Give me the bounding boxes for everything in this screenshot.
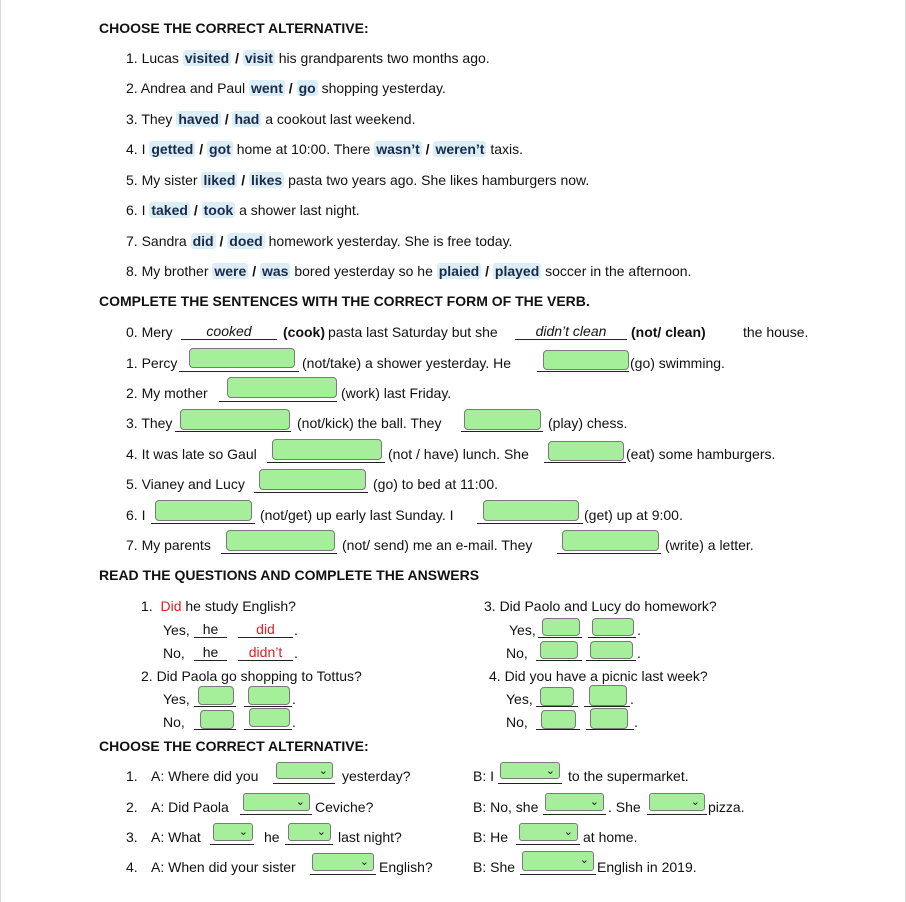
answer-underline <box>536 660 582 661</box>
q3-no-answer-1[interactable] <box>540 641 578 659</box>
answer-underline <box>244 729 292 730</box>
answer-underline <box>240 814 312 815</box>
q2-no-answer-1[interactable] <box>200 710 234 729</box>
s4-row-2-b-mid: . She <box>608 799 641 815</box>
option-likes[interactable]: likes <box>251 172 283 188</box>
option-played[interactable]: played <box>494 263 540 279</box>
s2-example-end: the house. <box>743 324 809 340</box>
chevron-down-icon: ⌄ <box>690 796 700 808</box>
s2-l3-answer-1[interactable] <box>180 409 290 430</box>
s2-line-7-end: (write) a letter. <box>665 537 754 553</box>
answer-underline <box>254 492 368 493</box>
s2-l7-answer-2[interactable] <box>562 530 659 551</box>
s4-row-4-a-end: English? <box>379 859 433 875</box>
option-had[interactable]: had <box>234 111 260 127</box>
period: . <box>294 622 298 638</box>
option-did[interactable]: did <box>192 233 214 249</box>
option-liked[interactable]: liked <box>203 172 236 188</box>
s4-row-1-a-end: yesterday? <box>342 768 411 784</box>
s4-row-4-b-start: B: She <box>473 859 516 875</box>
q4-no-label: No, <box>506 714 528 730</box>
s2-l4-answer-1[interactable] <box>272 439 382 460</box>
answer-underline <box>210 844 254 845</box>
s2-line-2-end: (work) last Friday. <box>341 385 452 401</box>
s2-line-6-start: 6. I <box>126 507 146 523</box>
s1-item-5: 5. My sister liked / likes pasta two years ago. She likes hamburgers now. <box>126 172 590 188</box>
s4-row-2-a-end: Ceviche? <box>315 799 374 815</box>
answer-underline <box>310 874 376 875</box>
q4-question: 4. Did you have a picnic last week? <box>489 668 708 684</box>
chevron-down-icon: ⌄ <box>295 796 305 808</box>
s2-line-7-start: 7. My parents <box>126 537 211 553</box>
option-got[interactable]: got <box>209 141 231 157</box>
s4-row-3-b-start: B: He <box>473 829 509 845</box>
q3-no-answer-2[interactable] <box>590 641 633 659</box>
s2-l2-answer-1[interactable] <box>227 377 337 398</box>
q2-yes-label: Yes, <box>163 691 190 707</box>
q4-yes-answer-1[interactable] <box>540 687 574 706</box>
chevron-down-icon: ⌄ <box>545 765 555 777</box>
q4-yes-label: Yes, <box>506 691 533 707</box>
s2-line-1-start: 1. Percy <box>126 355 178 371</box>
s2-l1-answer-2[interactable] <box>543 350 629 370</box>
option-werent[interactable]: weren’t <box>435 141 485 157</box>
answer-underline <box>647 814 707 815</box>
s2-l4-answer-2[interactable] <box>548 441 624 461</box>
s2-line-6-end: (get) up at 9:00. <box>584 507 683 523</box>
s4-row-4-b-end: English in 2019. <box>597 859 697 875</box>
answer-underline <box>461 431 543 432</box>
answer-underline <box>588 637 636 638</box>
s4-r3-a-dropdown-1[interactable] <box>213 823 253 841</box>
answer-underline <box>586 729 634 730</box>
s4-row-2-b-start: B: No, she <box>473 799 539 815</box>
s2-line-4-start: 4. It was late so Gaul <box>126 446 257 462</box>
s2-line-3-mid: (not/kick) the ball. They <box>297 415 442 431</box>
s1-item-4: 4. I getted / got home at 10:00. There wasn’t / weren’t taxis. <box>126 141 524 157</box>
s4-r1-b-dropdown[interactable] <box>500 762 560 779</box>
answer-underline <box>273 783 335 784</box>
q2-no-answer-2[interactable] <box>249 708 290 727</box>
s1-item-8: 8. My brother were / was bored yesterday so he plaied / played soccer in the afternoon. <box>126 263 692 279</box>
s4-r4-a-dropdown[interactable] <box>312 853 374 871</box>
q2-no-label: No, <box>163 714 185 730</box>
option-went[interactable]: went <box>251 80 283 96</box>
s2-l6-answer-1[interactable] <box>155 500 252 521</box>
s4-r2-b-dropdown-2[interactable] <box>649 793 705 811</box>
s1-item-3: 3. They haved / had a cookout last weekend. <box>126 111 416 127</box>
answer-underline <box>151 523 255 524</box>
q4-no-answer-1[interactable] <box>541 710 576 729</box>
s2-line-1-end: (go) swimming. <box>630 355 725 371</box>
answer-underline <box>194 706 236 707</box>
q1-yes-aux: did <box>238 622 293 638</box>
answer-underline <box>219 401 337 402</box>
s2-line-5-start: 5. Vianey and Lucy <box>126 476 245 492</box>
option-getted[interactable]: getted <box>151 141 194 157</box>
option-were[interactable]: were <box>214 263 247 279</box>
answer-underline <box>221 553 337 554</box>
chevron-down-icon: ⌄ <box>318 765 328 777</box>
answer-underline <box>538 637 582 638</box>
answer-underline <box>586 660 636 661</box>
answer-underline <box>557 553 661 554</box>
option-go[interactable]: go <box>298 80 316 96</box>
period: . <box>637 622 641 638</box>
s2-example-answer-1: cooked <box>181 324 277 340</box>
s4-row-1-num: 1. <box>126 768 138 784</box>
option-wasnt[interactable]: wasn’t <box>376 141 420 157</box>
answer-underline <box>543 814 606 815</box>
s2-line-3-end: (play) chess. <box>548 415 628 431</box>
section-title-read-questions: READ THE QUESTIONS AND COMPLETE THE ANSWERS <box>99 567 480 583</box>
s4-row-3-num: 3. <box>126 829 138 845</box>
s4-row-3-a-mid: he <box>264 829 280 845</box>
option-visited[interactable]: visited <box>184 50 230 66</box>
q2-yes-answer-1[interactable] <box>198 686 234 705</box>
answer-underline <box>537 371 629 372</box>
chevron-down-icon: ⌄ <box>579 854 589 866</box>
s1-item-2: 2. Andrea and Paul went / go shopping yesterday. <box>126 80 446 96</box>
q2-yes-answer-2[interactable] <box>248 686 290 705</box>
option-was[interactable]: was <box>261 263 289 279</box>
q3-yes-label: Yes, <box>509 622 536 638</box>
answer-underline <box>179 371 299 372</box>
section-title-choose-1: CHOOSE THE CORRECT ALTERNATIVE: <box>99 20 369 36</box>
answer-underline <box>175 431 291 432</box>
s2-line-3-start: 3. They <box>126 415 173 431</box>
s2-line-1-mid: (not/take) a shower yesterday. He <box>302 355 512 371</box>
s2-l1-answer-1[interactable] <box>189 348 295 368</box>
s4-row-3-b-end: at home. <box>583 829 638 845</box>
answer-underline <box>267 462 385 463</box>
s2-line-4-mid: (not / have) lunch. She <box>388 446 529 462</box>
s4-r3-b-dropdown[interactable] <box>519 823 578 841</box>
answer-underline <box>536 729 580 730</box>
s4-row-2-b-end: pizza. <box>708 799 745 815</box>
chevron-down-icon: ⌄ <box>359 856 369 868</box>
s2-l3-answer-2[interactable] <box>464 409 541 430</box>
q1-yes-label: Yes, <box>163 622 190 638</box>
answer-underline <box>194 729 236 730</box>
q1-yes-subject: he <box>194 622 227 638</box>
q1-question: 1. Did he study English? <box>141 598 296 614</box>
s4-r4-b-dropdown[interactable] <box>522 851 594 871</box>
chevron-down-icon: ⌄ <box>238 826 248 838</box>
s4-row-3-a-end: last night? <box>338 829 402 845</box>
q1-no-label: No, <box>163 645 185 661</box>
answer-underline <box>516 844 580 845</box>
q2-question: 2. Did Paola go shopping to Tottus? <box>141 668 362 684</box>
answer-underline <box>285 844 333 845</box>
s4-r2-a-dropdown[interactable] <box>243 793 310 811</box>
q3-question: 3. Did Paolo and Lucy do homework? <box>484 598 717 614</box>
option-taked[interactable]: taked <box>151 202 188 218</box>
s4-row-2-num: 2. <box>126 799 138 815</box>
section-title-complete: COMPLETE THE SENTENCES WITH THE CORRECT FORM OF THE VERB. <box>99 293 590 309</box>
answer-underline <box>520 874 596 875</box>
s2-l7-answer-1[interactable] <box>226 530 335 551</box>
s1-item-1: 1. Lucas visited / visit his grandparents two months ago. <box>126 50 490 66</box>
q3-yes-answer-2[interactable] <box>592 618 634 636</box>
answer-underline <box>244 706 292 707</box>
s2-line-6-mid: (not/get) up early last Sunday. I <box>260 507 454 523</box>
option-haved[interactable]: haved <box>178 111 219 127</box>
s4-row-1-b-start: B: I <box>473 768 495 784</box>
q3-yes-answer-1[interactable] <box>542 618 580 636</box>
option-visit[interactable]: visit <box>244 50 273 66</box>
s2-line-2-start: 2. My mother <box>126 385 208 401</box>
answer-underline <box>477 523 583 524</box>
s4-r2-b-dropdown-1[interactable] <box>545 793 604 811</box>
s4-r1-a-dropdown[interactable] <box>276 762 333 779</box>
s4-row-2-a-start: A: Did Paola <box>151 799 229 815</box>
s1-item-7: 7. Sandra did / doed homework yesterday. She is free today. <box>126 233 513 249</box>
option-plaied[interactable]: plaied <box>438 263 480 279</box>
q1-no-subject: he <box>194 645 227 661</box>
s4-row-1-a-start: A: Where did you <box>151 768 259 784</box>
s2-l6-answer-2[interactable] <box>483 500 579 521</box>
s4-row-3-a-start: A: What <box>151 829 201 845</box>
answer-underline <box>544 462 626 463</box>
period: . <box>294 645 298 661</box>
s2-example-mid: pasta last Saturday but she <box>328 324 498 340</box>
q4-no-answer-2[interactable] <box>590 708 628 729</box>
s2-example-verb-1: (cook) <box>283 324 325 340</box>
s4-row-4-num: 4. <box>126 859 138 875</box>
answer-underline <box>536 706 578 707</box>
section-title-choose-2: CHOOSE THE CORRECT ALTERNATIVE: <box>99 738 369 754</box>
s2-line-7-mid: (not/ send) me an e-mail. They <box>342 537 533 553</box>
s4-row-4-a-start: A: When did your sister <box>151 859 296 875</box>
q4-yes-answer-2[interactable] <box>589 685 627 706</box>
s2-example-verb-2: (not/ clean) <box>631 324 706 340</box>
option-doed[interactable]: doed <box>229 233 263 249</box>
period: . <box>292 691 296 707</box>
s1-item-6: 6. I taked / took a shower last night. <box>126 202 360 218</box>
chevron-down-icon: ⌄ <box>589 796 599 808</box>
s4-r3-a-dropdown-2[interactable] <box>288 823 331 841</box>
s2-line-4-end: (eat) some hamburgers. <box>626 446 776 462</box>
s4-row-1-b-end: to the supermarket. <box>568 768 689 784</box>
q3-no-label: No, <box>506 645 528 661</box>
s2-line-5-end: (go) to bed at 11:00. <box>373 476 499 492</box>
period: . <box>292 714 296 730</box>
answer-underline <box>584 706 630 707</box>
answer-underline <box>498 783 562 784</box>
q1-no-aux: didn’t <box>238 645 293 661</box>
s2-example-line-start: 0. Mery <box>126 324 173 340</box>
s2-example-answer-2: didn’t clean <box>515 324 627 340</box>
period: . <box>634 714 638 730</box>
chevron-down-icon: ⌄ <box>316 826 326 838</box>
s2-l5-answer-1[interactable] <box>259 469 366 490</box>
option-took[interactable]: took <box>203 202 234 218</box>
chevron-down-icon: ⌄ <box>563 826 573 838</box>
period: . <box>637 645 641 661</box>
period: . <box>630 691 634 707</box>
